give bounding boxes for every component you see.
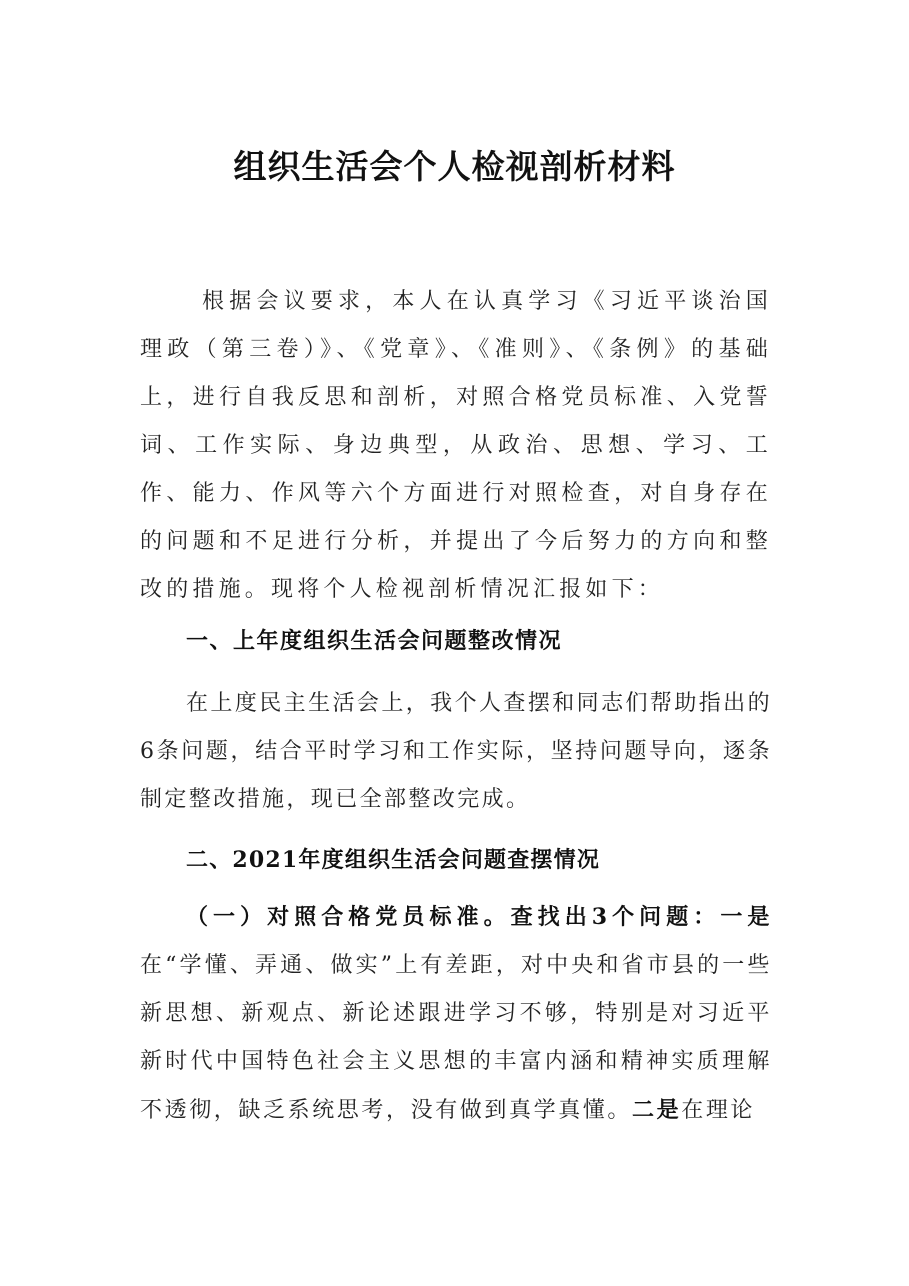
point-1-text: 在“学懂、弄通、做实”上有差距，对中央和省市县的一些新思想、新观点、新论述跟进学习不够，特别是对习近平新时代中国特色社会主义思想的丰富内涵和精神实质理解不透彻，缺乏系统思考，没有做到真学真懂。 [140,953,772,1123]
section-heading-2: 二、2021年度组织生活会问题查摆情况 [186,847,601,873]
section-1-paragraph: 在上度民主生活会上，我个人查摆和同志们帮助指出的6条问题，结合平时学习和工作实际，坚持问题导向，逐条制定整改措施，现已全部整改完成。 [140,691,772,812]
point-2-text: 在理论 [681,1098,756,1123]
subsection-1-paragraph [140,893,772,1135]
point-2-label: 二是 [632,1097,682,1123]
intro-paragraph: 根据会议要求，本人在认真学习《习近平谈治国理政（第三卷）》、《党章》、《准则》、《条例》的基础上，进行自我反思和剖析，对照合格党员标准、入党誓词、工作实际、身边典型，从政治、思想、学习、工作、能力、作风等六个方面进行对照检查，对自身存在的问题和不足进行分析，并提出了今后努力的方向和整改的措施。现将个人检视剖析情况汇报如下： [140,289,772,602]
document-title: 组织生活会个人检视剖析材料 [233,147,676,186]
subsection-1-lead: （一）对照合格党员标准。查找出3个问题： [186,904,721,930]
point-1-label: 一是 [720,904,772,930]
section-heading-1: 一、上年度组织生活会问题整改情况 [186,628,563,654]
